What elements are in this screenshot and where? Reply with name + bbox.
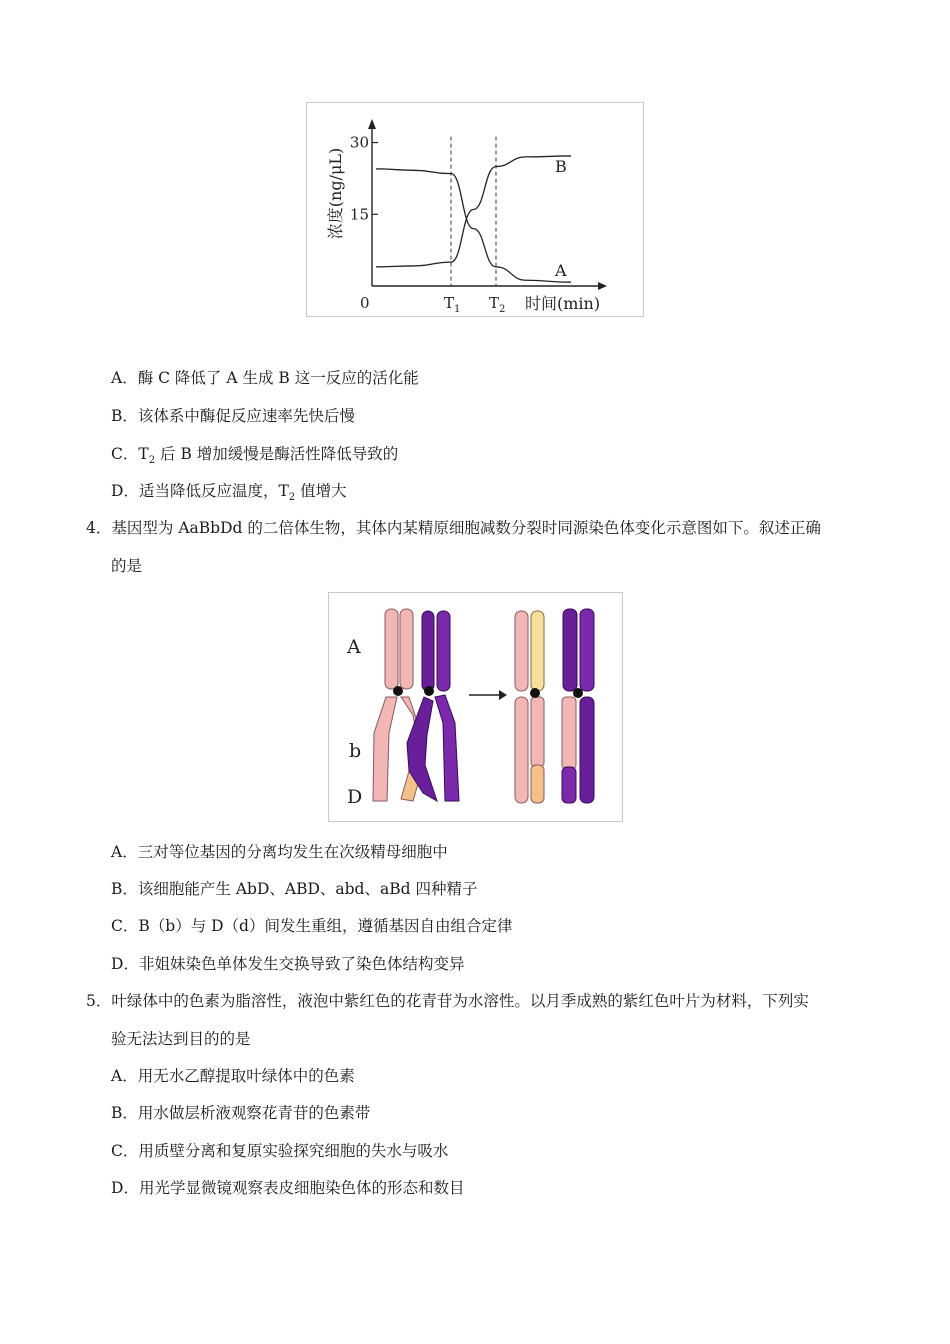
series-label-a: A [555, 261, 567, 281]
y-axis-label: 浓度(ng/μL) [326, 147, 345, 240]
option-subscript: 2 [288, 492, 296, 503]
option-subscript: 2 [148, 455, 156, 466]
option-letter: B [111, 407, 123, 425]
option-letter: B [111, 880, 123, 898]
series-line-b [376, 156, 571, 267]
q3-option-c[interactable]: C．$T_2$ 后 B 增加缓慢是酶活性降低导致的 [111, 445, 399, 466]
option-text: 三对等位基因的分离均发生在次级精母细胞中 [137, 843, 448, 861]
option-text: 该体系中酶促反应速率先快后慢 [137, 407, 355, 425]
y-tick-label: 15 [349, 205, 369, 224]
arrow-icon [469, 690, 507, 700]
y-tick-label: 30 [349, 133, 369, 152]
x-axis-arrow [598, 282, 607, 290]
option-text: 用质壁分离和复原实验探究细胞的失水与吸水 [138, 1142, 449, 1160]
stem-text: 验无法达到目的的是 [111, 1030, 251, 1048]
q4-option-b[interactable]: B．该细胞能产生 AbD、ABD、abd、aBd 四种精子 [111, 880, 478, 898]
gene-label-b: b [349, 740, 362, 762]
option-letter: C [111, 1142, 123, 1160]
option-text: 后 B 增加缓慢是酶活性降低导致的 [160, 445, 399, 463]
option-prefix: 适当降低反应温度，T [138, 482, 289, 500]
option-letter: B [111, 1104, 123, 1122]
x-tick-label: 0 [360, 294, 370, 312]
option-text: 该细胞能产生 AbD、ABD、abd、aBd 四种精子 [137, 880, 478, 898]
option-text: 酶 C 降低了 A 生成 B 这一反应的活化能 [137, 369, 419, 387]
y-axis-arrow [368, 119, 376, 129]
question-number: 4 [86, 519, 96, 537]
stem-text: 的是 [111, 557, 143, 575]
q5-option-c[interactable]: C．用质壁分离和复原实验探究细胞的失水与吸水 [111, 1142, 449, 1160]
option-letter: C [111, 917, 123, 935]
q4-option-d[interactable]: D．非姐妹染色单体发生交换导致了染色体结构变异 [111, 955, 465, 973]
q3-option-d[interactable]: D．适当降低反应温度，$T_2$ 值增大 [111, 482, 347, 503]
q3-option-b[interactable]: B．该体系中酶促反应速率先快后慢 [111, 407, 355, 425]
option-letter: D [111, 482, 124, 500]
chromosome-diagram [329, 593, 622, 821]
right-purple-homolog [562, 609, 594, 803]
stem-text: 叶绿体中的色素为脂溶性，液泡中紫红色的花青苷为水溶性。以月季成熟的紫红色叶片为材料，下列实 [111, 992, 809, 1010]
option-letter: A [111, 369, 123, 387]
option-text: 非姐妹染色单体发生交换导致了染色体结构变异 [138, 955, 465, 973]
option-letter: D [111, 1179, 124, 1197]
q5-stem: 5．叶绿体中的色素为脂溶性，液泡中紫红色的花青苷为水溶性。以月季成熟的紫红色叶片为材料，下列实 [86, 992, 809, 1010]
x-tick-label: $T_2$ [489, 294, 506, 315]
option-text: 值增大 [300, 482, 347, 500]
option-text: 用水做层析液观察花青苷的色素带 [137, 1104, 371, 1122]
option-text: 用无水乙醇提取叶绿体中的色素 [137, 1067, 355, 1085]
q5-option-a[interactable]: A．用无水乙醇提取叶绿体中的色素 [111, 1067, 355, 1085]
option-letter: D [111, 955, 124, 973]
x-tick-label: $T_1$ [444, 294, 461, 315]
x-axis-label: 时间(min) [525, 294, 601, 313]
concentration-chart [307, 103, 643, 316]
option-letter: A [111, 1067, 123, 1085]
option-letter: C [111, 445, 123, 463]
series-line-a [376, 169, 571, 282]
left-purple-homolog [407, 611, 459, 801]
option-prefix: T [138, 445, 149, 463]
q4-stem: 4．基因型为 AaBbDd 的二倍体生物，其体内某精原细胞减数分裂时同源染色体变化示意图如下。叙述正确 [86, 519, 821, 537]
option-text: B（b）与 D（d）间发生重组，遵循基因自由组合定律 [138, 917, 513, 935]
series-label-b: B [555, 156, 567, 176]
q5-option-d[interactable]: D．用光学显微镜观察表皮细胞染色体的形态和数目 [111, 1179, 465, 1197]
option-text: 用光学显微镜观察表皮细胞染色体的形态和数目 [138, 1179, 465, 1197]
gene-label-d: D [347, 786, 363, 808]
q4-stem-continued [111, 556, 142, 576]
chromosome-figure [328, 592, 623, 822]
concentration-chart-figure [306, 102, 644, 317]
q5-stem-continued [111, 1029, 251, 1049]
q3-option-a[interactable]: A．酶 C 降低了 A 生成 B 这一反应的活化能 [111, 369, 419, 387]
gene-label-a: A [347, 636, 361, 658]
question-number: 5 [86, 992, 96, 1010]
q4-option-c[interactable]: C．B（b）与 D（d）间发生重组，遵循基因自由组合定律 [111, 917, 513, 935]
q4-option-a[interactable]: A．三对等位基因的分离均发生在次级精母细胞中 [111, 843, 448, 861]
right-pink-homolog [515, 611, 544, 803]
stem-text: 基因型为 AaBbDd 的二倍体生物，其体内某精原细胞减数分裂时同源染色体变化示意图如下。叙述正确 [111, 519, 821, 537]
option-letter: A [111, 843, 123, 861]
q5-option-b[interactable]: B．用水做层析液观察花青苷的色素带 [111, 1104, 371, 1122]
